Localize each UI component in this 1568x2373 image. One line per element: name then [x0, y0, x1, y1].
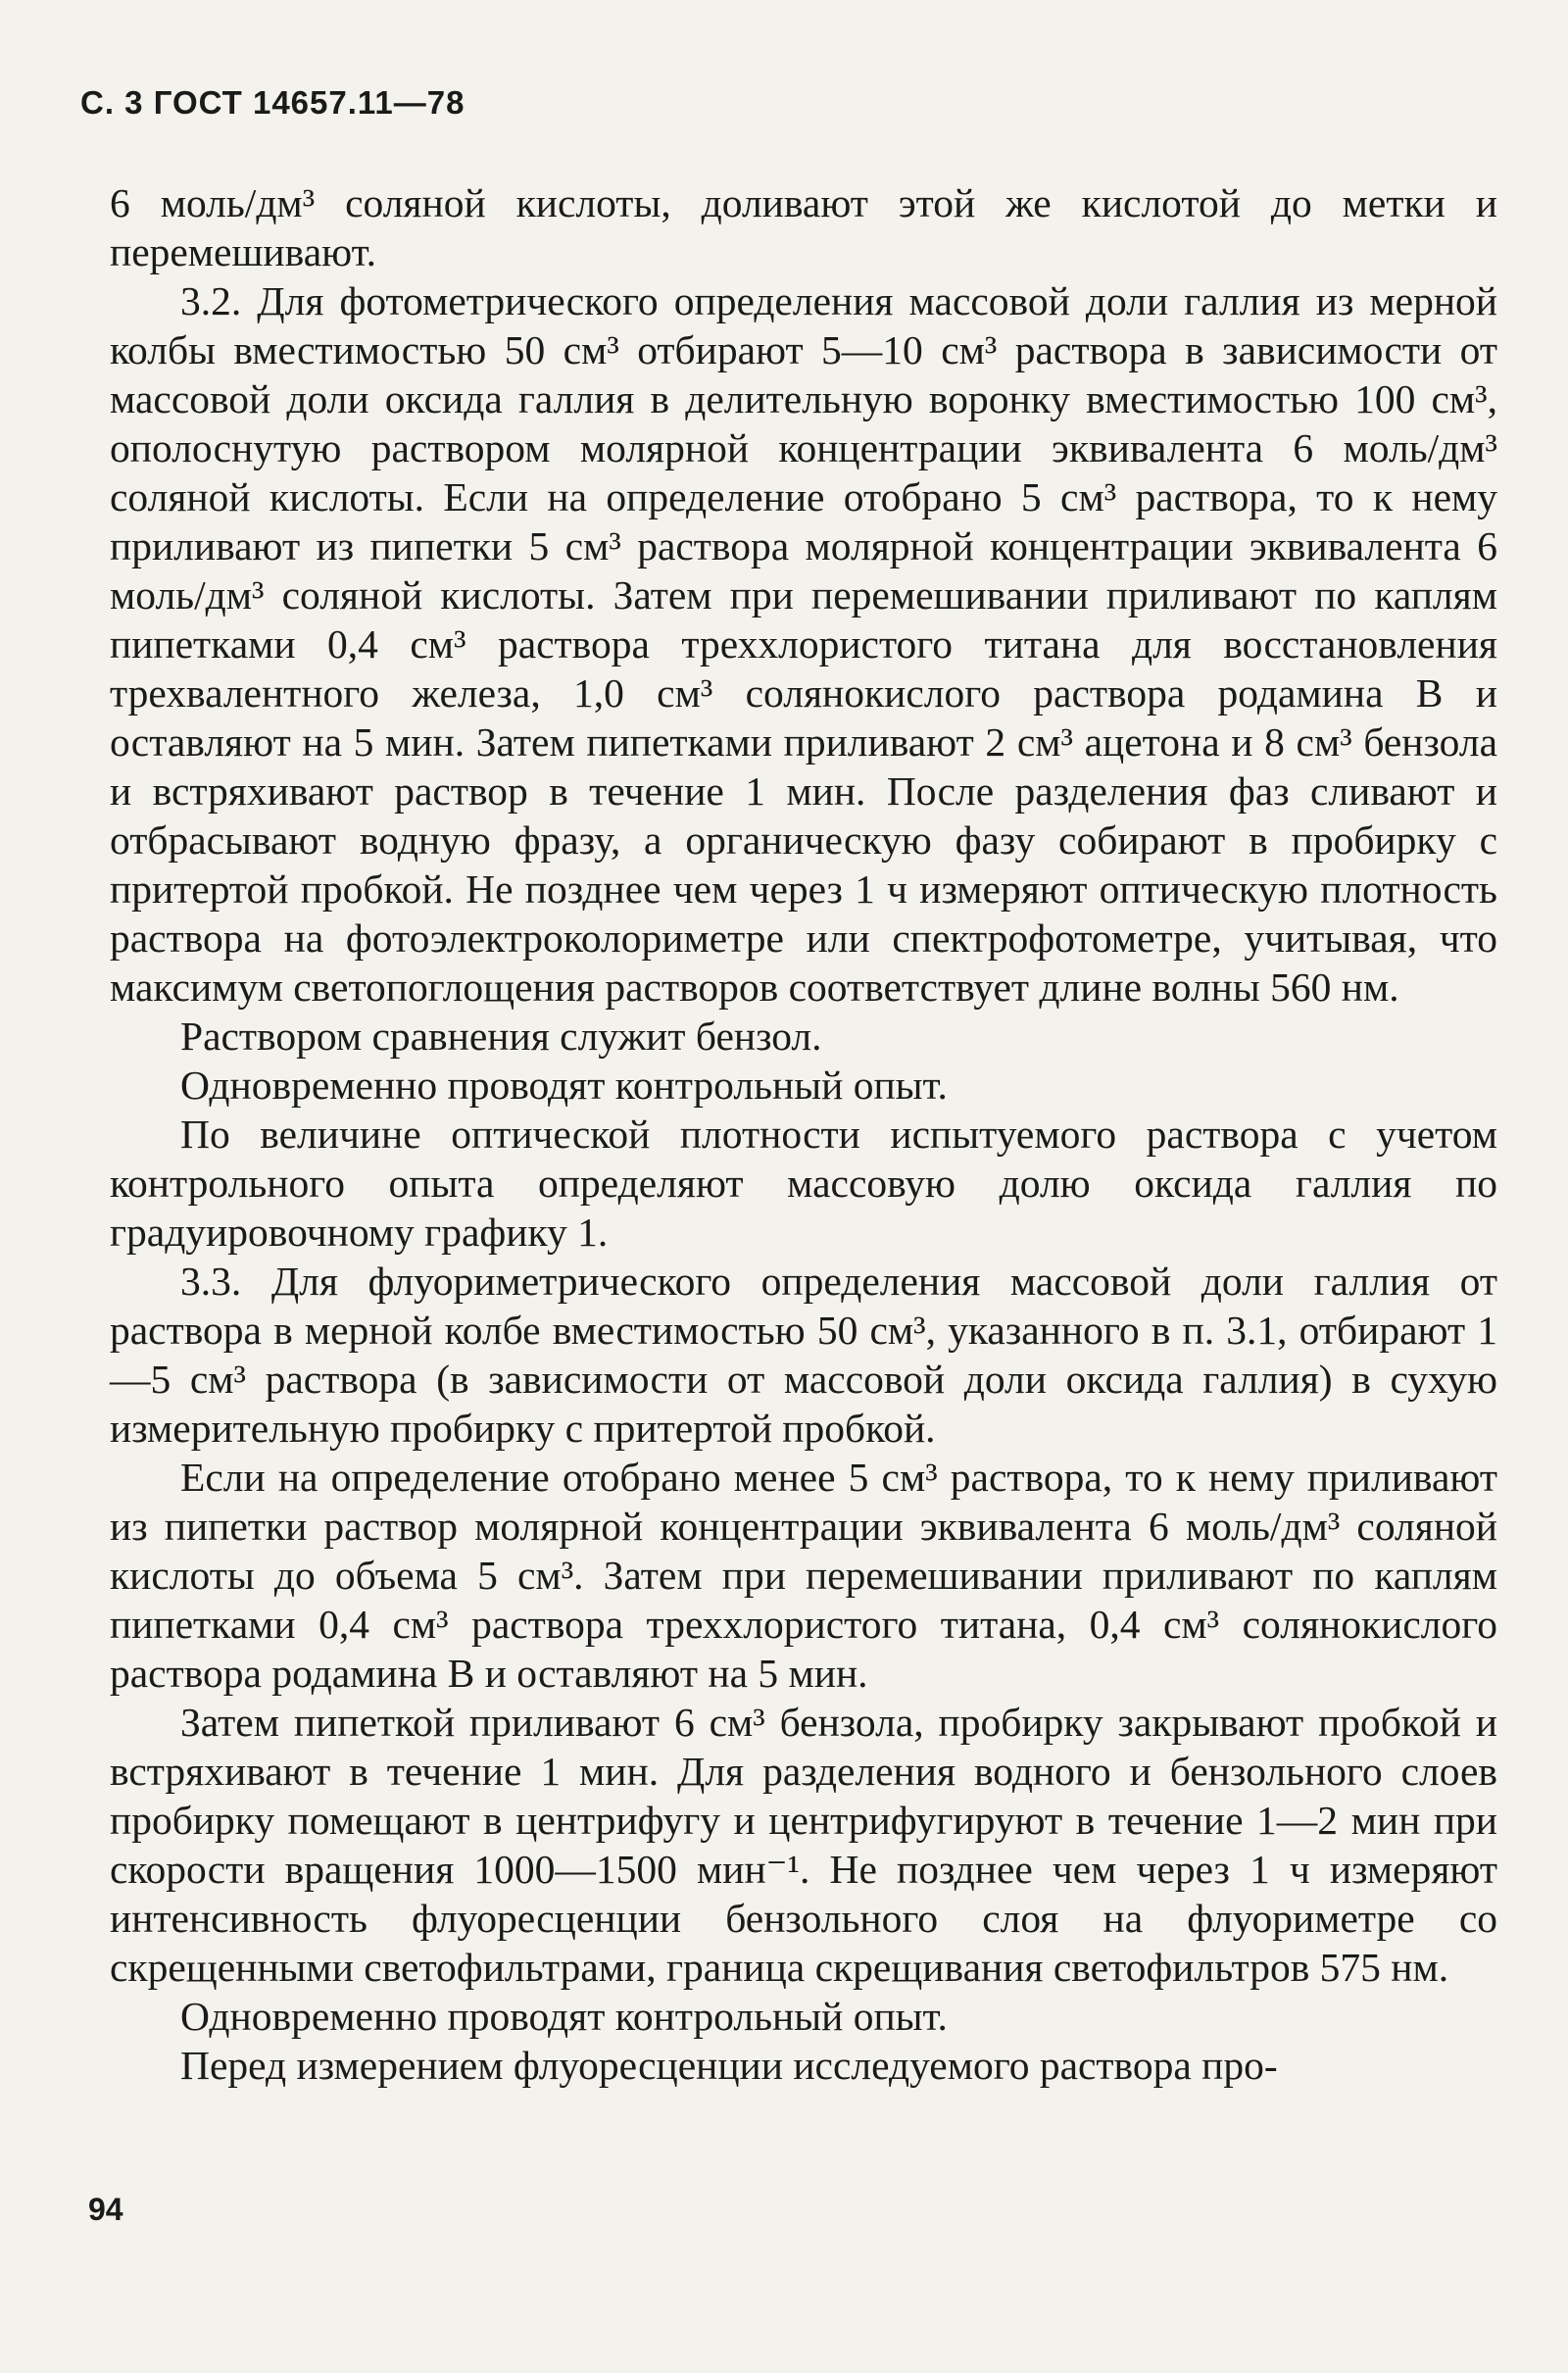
paragraph-optical-density: По величине оптической плотности испытуемого раствора с учетом контрольного опыта определяют массовую долю оксида галлия по градуировочному графику 1. [110, 1112, 1497, 1255]
paragraph-control-test: Одновременно проводят контрольный опыт. [180, 1063, 948, 1108]
paragraph-before-measurement: Перед измерением флуоресценции исследуемого раствора про- [180, 2043, 1278, 2088]
page-number: 94 [88, 2192, 123, 2227]
paragraph-less-than-5: Если на определение отобрано менее 5 см³ раствора, то к нему приливают из пипетки раствор молярной концентрации эквивалента 6 моль/дм³ соляной кислоты до объема 5 см³. Затем при перемешивании приливают по каплям пипетками 0,4 см³ раствора треххлористого титана, 0,4 см³ солянокислого раствора родамина В и оставляют на 5 мин. [110, 1455, 1497, 1696]
paragraph-3-3: 3.3. Для флуориметрического определения массовой доли галлия от раствора в мерной колбе вместимостью 50 см³, указанного в п. 3.1, отбирают 1—5 см³ раствора (в зависимости от массовой доли оксида галлия) в сухую измерительную пробирку с притертой пробкой. [110, 1259, 1497, 1451]
paragraph-continuation: 6 моль/дм³ соляной кислоты, доливают этой же кислотой до метки и перемешивают. [110, 180, 1497, 274]
paragraph-control-test-2: Одновременно проводят контрольный опыт. [180, 1994, 948, 2039]
paragraph-reference-solution: Раствором сравнения служит бензол. [180, 1013, 822, 1059]
paragraph-3-2: 3.2. Для фотометрического определения массовой доли галлия из мерной колбы вместимостью 50 см³ отбирают 5—10 см³ раствора в зависимости от массовой доли оксида галлия в делительную воронку вместимостью 100 см³, ополоснутую раствором молярной концентрации эквивалента 6 моль/дм³ соляной кислоты. Если на определение отобрано 5 см³ раствора, то к нему приливают из пипетки 5 см³ раствора молярной концентрации эквивалента 6 моль/дм³ соляной кислоты. Затем при перемешивании приливают по каплям пипетками 0,4 см³ раствора треххлористого титана для восстановления трехвалентного железа, 1,0 см³ солянокислого раствора родамина В и оставляют на 5 мин. Затем пипетками приливают 2 см³ ацетона и 8 см³ бензола и встряхивают раствор в течение 1 мин. После разделения фаз сливают и отбрасывают водную фразу, а органическую фазу собирают в пробирку с притертой пробкой. Не позднее чем через 1 ч измеряют оптическую плотность раствора на фотоэлектроколориметре или спектрофотометре, учитывая, что максимум светопоглощения растворов соответствует длине волны 560 нм. [110, 278, 1497, 1010]
page-header: С. 3 ГОСТ 14657.11—78 [80, 84, 466, 121]
body-text [110, 178, 1497, 2090]
paragraph-benzene: Затем пипеткой приливают 6 см³ бензола, пробирку закрывают пробкой и встряхивают в течение 1 мин. Для разделения водного и бензольного слоев пробирку помещают в центрифугу и центрифугируют в течение 1—2 мин при скорости вращения 1000—1500 мин⁻¹. Не позднее чем через 1 ч измеряют интенсивность флуоресценции бензольного слоя на флуориметре со скрещенными светофильтрами, граница скрещивания светофильтров 575 нм. [110, 1700, 1497, 1990]
